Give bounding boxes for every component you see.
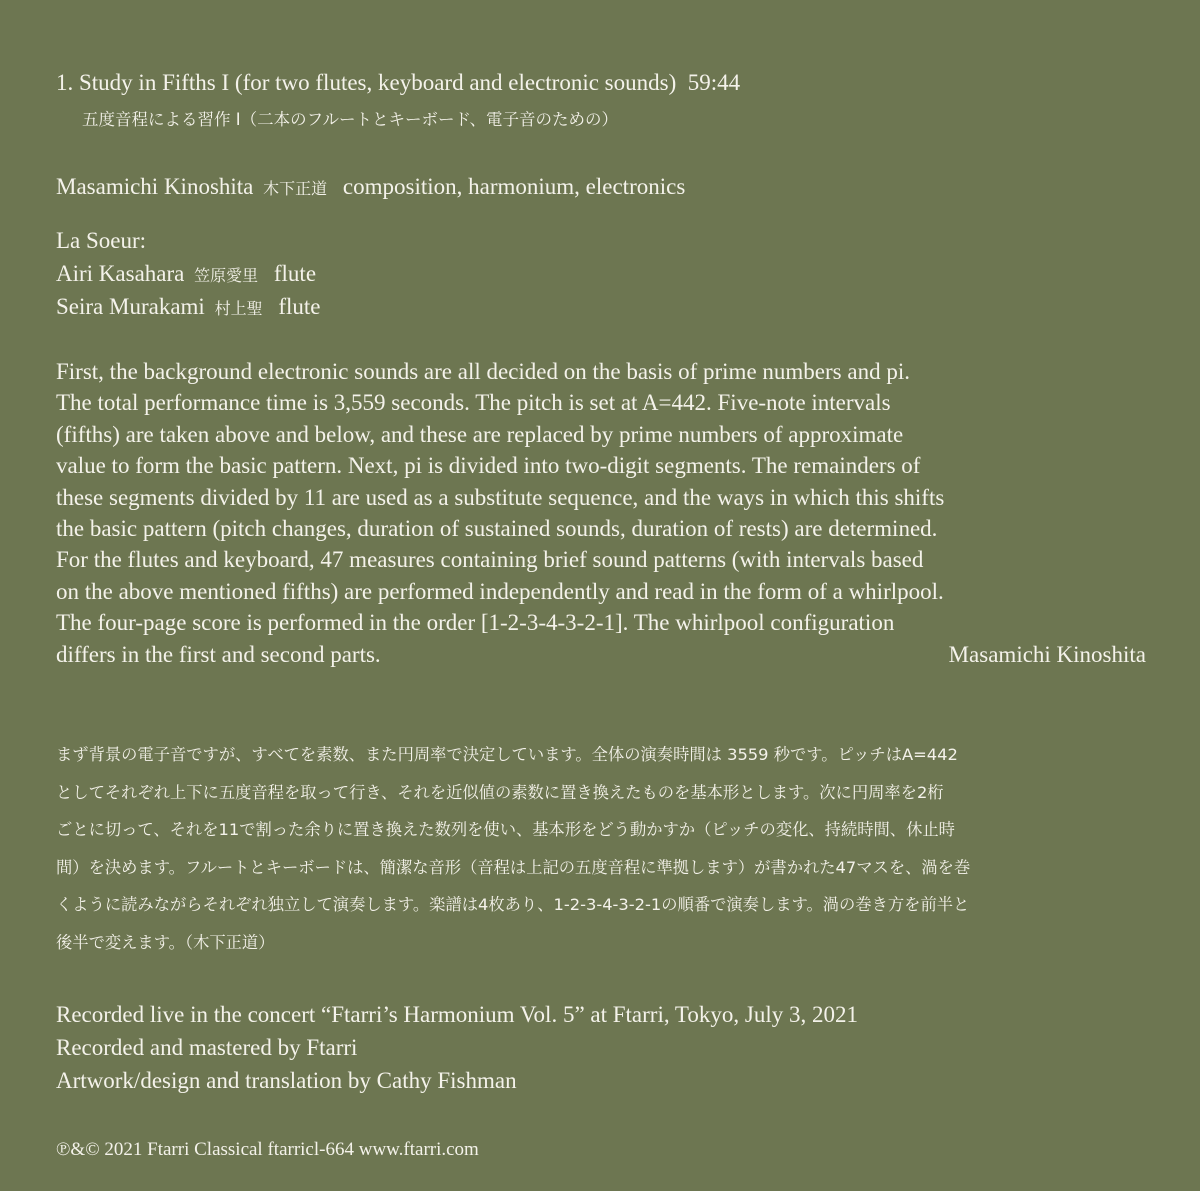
ensemble: [56, 224, 321, 323]
composer-line: [56, 172, 685, 204]
essay-jp-line: くように読みながらそれぞれ独立して演奏します。楽譜は4枚あり、1-2-3-4-3-2-1の順番で演奏します。渦の巻き方を前半と: [56, 895, 970, 914]
essay-en: [56, 356, 1146, 670]
member-name-en: Airi Kasahara: [56, 261, 185, 286]
essay-line: First, the background electronic sounds are all decided on the basis of prime numbers and pi.: [56, 359, 910, 384]
member-instrument: flute: [278, 294, 321, 319]
essay-line: on the above mentioned fifths) are performed independently and read in the form of a whirlpool.: [56, 578, 944, 604]
essay-jp-line: まず背景の電子音ですが、すべてを素数、また円周率で決定しています。全体の演奏時間は 3559 秒です。ピッチはA=442: [56, 745, 958, 764]
credits: [56, 998, 858, 1097]
essay-jp-line: 間）を決めます。フルートとキーボードは、簡潔な音形（音程は上記の五度音程に準拠します）が書かれた47マスを、渦を巻: [56, 857, 971, 877]
credit-line: Recorded and mastered by Ftarri: [56, 1035, 358, 1060]
credit-line: Artwork/design and translation by Cathy Fishman: [56, 1068, 517, 1093]
essay-line: The four-page score is performed in the order [1-2-3-4-3-2-1]. The whirlpool configuration: [56, 610, 895, 636]
essay-line: differs in the first and second parts.: [56, 641, 381, 667]
ensemble-member: [56, 290, 321, 323]
member-name-jp: 村上聖: [214, 299, 263, 318]
essay-jp-line: ごとに切って、それを11で割った余りに置き換えた数列を使い、基本形をどう動かすか（ピッチの変化、持続時間、休止時: [56, 820, 955, 839]
copyright-footer: ℗&© 2021 Ftarri Classical ftarricl-664 www.ftarri.com: [56, 1139, 479, 1160]
composer-name-jp: 木下正道: [263, 179, 328, 198]
track-duration: 59:44: [687, 70, 741, 95]
essay-line: The total performance time is 3,559 seconds. The pitch is set at A=442. Five-note intervals: [56, 390, 891, 416]
essay-jp-line: 後半で変えます。（木下正道）: [56, 932, 275, 952]
essay-last-line: [56, 639, 1146, 670]
ensemble-name: La Soeur:: [56, 228, 147, 253]
essay-jp: [56, 736, 970, 961]
essay-line: value to form the basic pattern. Next, pi is divided into two-digit segments. The remainders of: [56, 453, 921, 479]
member-instrument: flute: [273, 261, 317, 286]
track-title-jp: 五度音程による習作 I（二本のフルートとキーボード、電子音のための）: [82, 110, 618, 129]
essay-line: (fifths) are taken above and below, and these are replaced by prime numbers of approximate: [56, 421, 904, 447]
essay-line: For the flutes and keyboard, 47 measures containing brief sound patterns (with intervals based: [56, 547, 924, 573]
composer-name-en: Masamichi Kinoshita: [56, 174, 254, 199]
essay-jp-line: としてそれぞれ上下に五度音程を取って行き、それを近似値の素数に置き換えたものを基本形とします。次に円周率を2桁: [56, 782, 944, 802]
ensemble-member: [56, 257, 321, 290]
member-name-en: Seira Murakami: [56, 294, 205, 319]
track-title-line: [56, 68, 740, 98]
credit-line: Recorded live in the concert “Ftarri’s Harmonium Vol. 5” at Ftarri, Tokyo, July 3, 2021: [56, 1002, 858, 1027]
essay-line: these segments divided by 11 are used as a substitute sequence, and the ways in which this shifts: [56, 484, 945, 510]
essay-signature: Masamichi Kinoshita: [948, 641, 1146, 667]
track-title-en: 1. Study in Fifths I (for two flutes, keyboard and electronic sounds): [56, 70, 677, 95]
composer-roles: composition, harmonium, electronics: [342, 174, 686, 199]
member-name-jp: 笠原愛里: [194, 266, 259, 285]
essay-line: the basic pattern (pitch changes, duration of sustained sounds, duration of rests) are determined.: [56, 515, 938, 541]
